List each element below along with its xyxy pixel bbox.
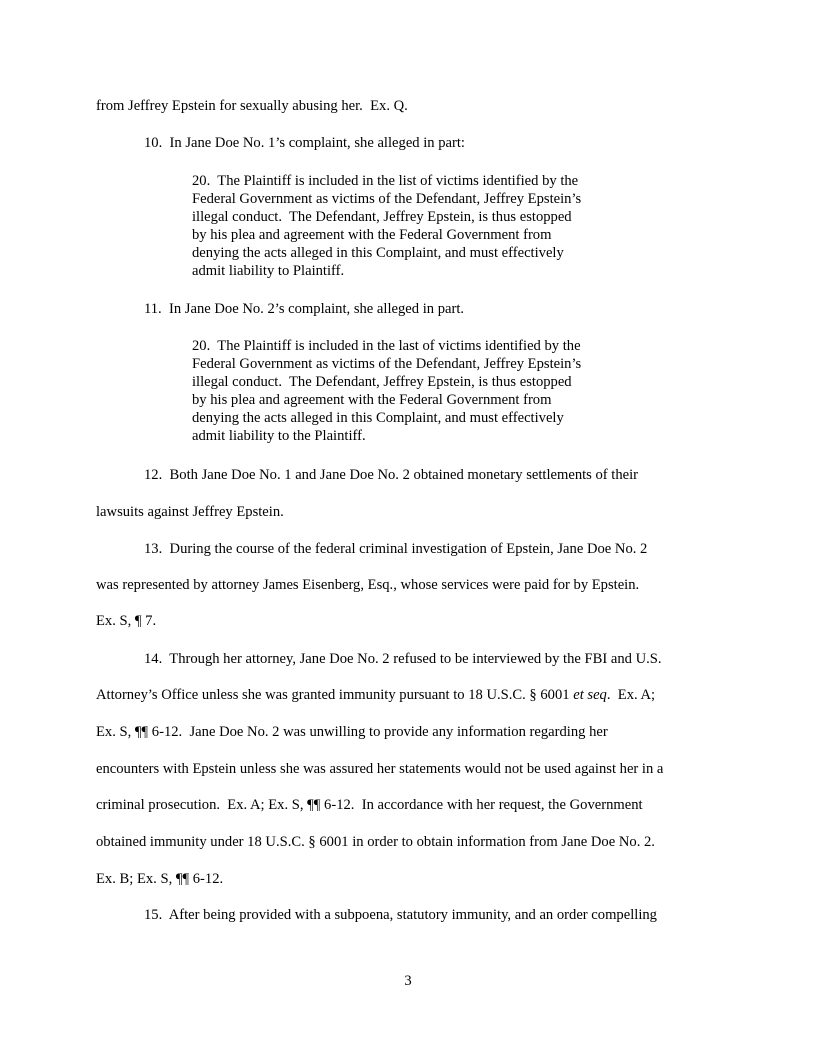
paragraph-12-line: 12. Both Jane Doe No. 1 and Jane Doe No. 2 obtained monetary settlements of their (144, 467, 639, 483)
paragraph-14-line: Ex. B; Ex. S, ¶¶ 6-12. (96, 871, 224, 887)
quote-10-line: by his plea and agreement with the Federal Government from (192, 227, 552, 243)
citation-et-seq: et seq (573, 687, 607, 703)
paragraph-14-text: . Ex. A; (606, 687, 656, 703)
continuation-line: from Jeffrey Epstein for sexually abusing her. Ex. Q. (96, 98, 408, 114)
paragraph-11-intro: 11. In Jane Doe No. 2’s complaint, she alleged in part. (144, 301, 465, 317)
paragraph-14-line: Ex. S, ¶¶ 6-12. Jane Doe No. 2 was unwilling to provide any information regarding her (96, 724, 608, 740)
page-number: 3 (404, 973, 412, 989)
quote-10-line: admit liability to Plaintiff. (192, 263, 345, 279)
paragraph-10-intro: 10. In Jane Doe No. 1’s complaint, she alleged in part: (144, 135, 465, 151)
quote-11-line: by his plea and agreement with the Federal Government from (192, 392, 552, 408)
quote-11-line: Federal Government as victims of the Defendant, Jeffrey Epstein’s (192, 356, 582, 372)
quote-10-line: Federal Government as victims of the Defendant, Jeffrey Epstein’s (192, 191, 582, 207)
paragraph-14-line: 14. Through her attorney, Jane Doe No. 2 refused to be interviewed by the FBI and U.S. (144, 651, 662, 667)
paragraph-14-line: obtained immunity under 18 U.S.C. § 6001 in order to obtain information from Jane Doe No. 2. (96, 834, 655, 850)
quote-10-line: 20. The Plaintiff is included in the list of victims identified by the (192, 173, 579, 189)
quote-11-line: denying the acts alleged in this Complaint, and must effectively (192, 410, 564, 426)
paragraph-14-line: criminal prosecution. Ex. A; Ex. S, ¶¶ 6-12. In accordance with her request, the Government (96, 797, 643, 813)
paragraph-14-line (96, 686, 655, 704)
paragraph-13-line: Ex. S, ¶ 7. (96, 613, 157, 629)
paragraph-15-line: 15. After being provided with a subpoena, statutory immunity, and an order compelling (144, 907, 657, 923)
quote-11-line: illegal conduct. The Defendant, Jeffrey Epstein, is thus estopped (192, 374, 572, 390)
paragraph-12-line: lawsuits against Jeffrey Epstein. (96, 504, 284, 520)
paragraph-13-line: was represented by attorney James Eisenberg, Esq., whose services were paid for by Epstein. (96, 577, 640, 593)
quote-11-line: admit liability to the Plaintiff. (192, 428, 366, 444)
paragraph-14-line: encounters with Epstein unless she was assured her statements would not be used against her in a (96, 761, 664, 777)
quote-11-line: 20. The Plaintiff is included in the last of victims identified by the (192, 338, 581, 354)
paragraph-14-text: Attorney’s Office unless she was granted immunity pursuant to 18 U.S.C. § 6001 (96, 687, 574, 703)
quote-10-line: illegal conduct. The Defendant, Jeffrey Epstein, is thus estopped (192, 209, 572, 225)
quote-10-line: denying the acts alleged in this Complaint, and must effectively (192, 245, 564, 261)
paragraph-13-line: 13. During the course of the federal criminal investigation of Epstein, Jane Doe No. 2 (144, 541, 648, 557)
